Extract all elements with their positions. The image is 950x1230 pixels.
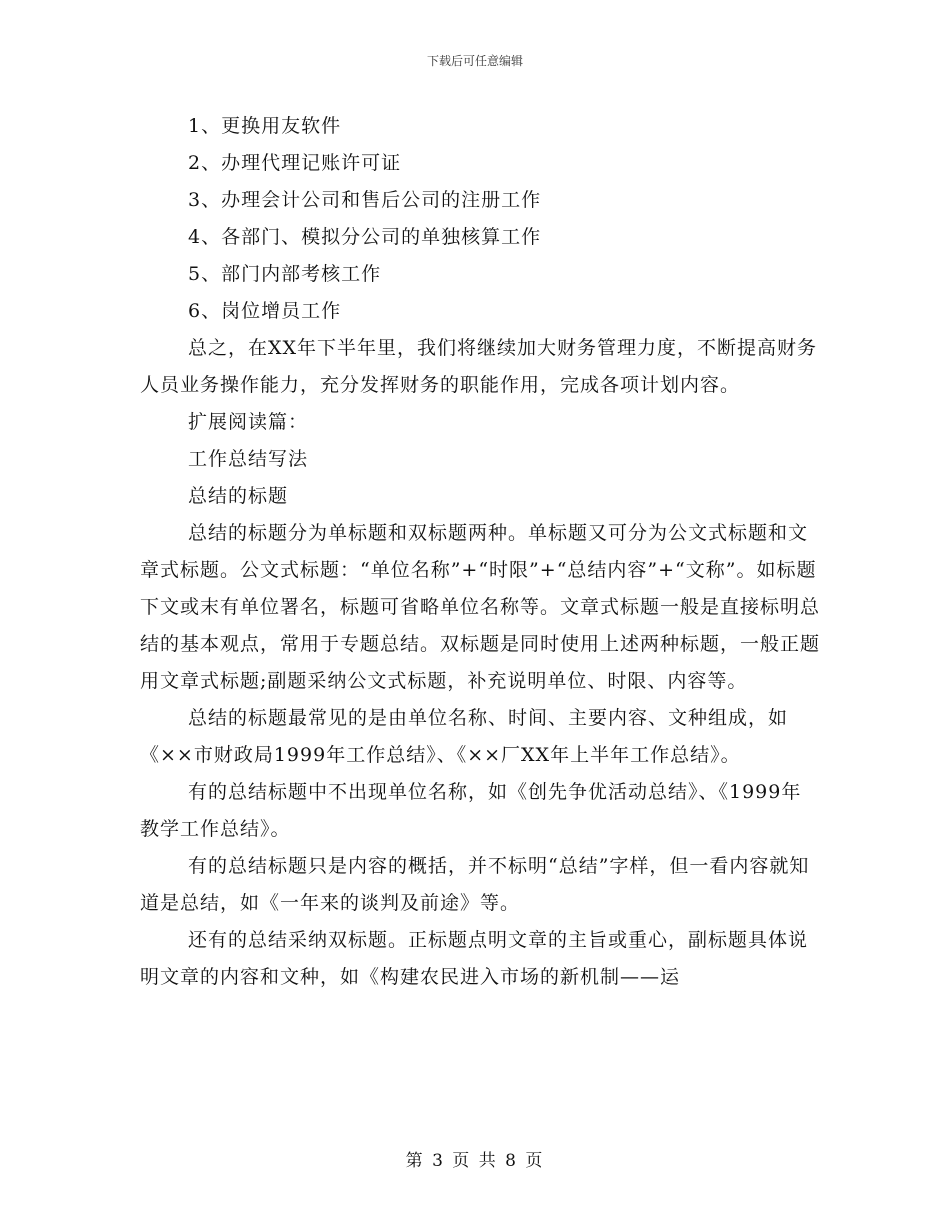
page-number: 第 3 页 共 8 页 [405, 1151, 545, 1171]
page-header-note: 下载后可任意编辑 [426, 54, 523, 68]
list-item: 1、更换用友软件 [188, 115, 342, 137]
list-item: 2、办理代理记账许可证 [188, 152, 402, 174]
list-item: 6、岗位增员工作 [188, 300, 342, 322]
body-paragraph: 总结的标题最常见的是由单位名称、时间、主要内容、文种组成，如《××市财政局1999年工作总结》、《××厂XX年上半年工作总结》。 [140, 707, 789, 766]
body-paragraph: 有的总结标题中不出现单位名称，如《创先争优活动总结》、《1999年教学工作总结》。 [140, 781, 802, 840]
list-item: 4、各部门、模拟分公司的单独核算工作 [188, 226, 542, 248]
list-item: 3、办理会计公司和售后公司的注册工作 [188, 189, 542, 211]
body-paragraph: 还有的总结采纳双标题。正标题点明文章的主旨或重心，副标题具体说明文章的内容和文种，如《构建农民进入市场的新机制——运 [140, 929, 809, 988]
body-paragraph: 总结的标题分为单标题和双标题两种。单标题又可分为公文式标题和文章式标题。公文式标题：“单位名称”+“时限”+“总结内容”+“文称”。如标题下文或末有单位署名，标题可省略单位名称等。文章式标题一般是直接标明总结的基本观点，常用于专题总结。双标题是同时使用上述两种标题，一般正题用文章式标题;副题采纳公文式标题，补充说明单位、时限、内容等。 [140, 522, 821, 692]
section-title: 工作总结写法 [188, 448, 309, 470]
extended-reading-label: 扩展阅读篇： [188, 411, 309, 433]
list-item: 5、部门内部考核工作 [188, 263, 382, 285]
document-body [140, 108, 820, 996]
subsection-title: 总结的标题 [188, 485, 289, 507]
body-paragraph: 有的总结标题只是内容的概括，并不标明“总结”字样，但一看内容就知道是总结，如《一年来的谈判及前途》等。 [140, 855, 810, 914]
summary-paragraph: 总之，在XX年下半年里，我们将继续加大财务管理力度，不断提高财务人员业务操作能力，充分发挥财务的职能作用，完成各项计划内容。 [140, 337, 818, 396]
